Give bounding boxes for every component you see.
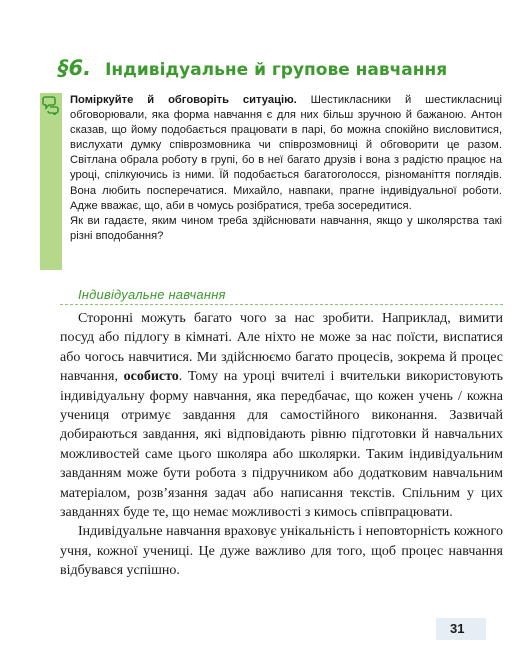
- subsection-divider: [60, 304, 503, 305]
- body-paragraph-2: Індивідуальне навчання враховує унікальність і неповторність кожного учня, кожної учениці. Це дуже важливо для того, щоб процес навчання відбувався успішно.: [60, 524, 503, 579]
- section-title: Індивідуальне й групове навчання: [105, 60, 448, 80]
- body-text: [60, 309, 503, 581]
- section-number: §6.: [58, 56, 92, 80]
- discussion-lead: Поміркуйте й обговоріть ситуацію.: [70, 94, 297, 106]
- discussion-text: Шестикласники й шестикласниці обговорювали, яка форма навчання є для них більш зручною й бажаною. Антон сказав, що йому подобається працювати в парі, бо можна спокійно висловитися, вислухати думку співрозмовника чи співрозмовниці й обговорити це разом. Світлана обрала роботу в групі, бо в неї багато друзів і вона з радістю працює на уроці, спілкуючись із ними. Їй подобається багатоголосся, різноманіття поглядів. Вона любить посперечатися. Михайло, навпаки, прагне індивідуальної роботи. Адже вважає, що, аби в чомусь розібратися, треба зосередитися.: [70, 94, 502, 212]
- discussion-block: [70, 93, 502, 244]
- discussion-paragraph: [70, 93, 502, 214]
- speech-bubbles-icon: [42, 95, 60, 115]
- subsection-title: Індивідуальне навчання: [78, 287, 226, 302]
- body-paragraph-1: [60, 309, 503, 522]
- p1-text-end: . Тому на уроці вчителі і вчительки використовують індивідуальну форму навчання, яка передбачає, що кожен учень / кожна учениця отримує завдання для самостійного виконання. Зазвичай добираються завдання, які відповідають рівню підготовки й навчальних можливостей саме цього школяра або школярки. Таким індивідуальним завданням може бути робота з підручником або додатковим навчальним матеріалом, розв’язання задач або написання текстів. Спільним у цих завданнях буде те, що немає можливості з кимось співпрацювати.: [60, 369, 503, 521]
- p1-bold-word: особисто: [123, 369, 179, 385]
- discussion-side-bar: [40, 93, 62, 270]
- p1-text-start: Сторонні можуть багато чого за нас зробити. Наприклад, вимити посуд або підлогу в кімнаті. Але ніхто не може за нас поїсти, виспатися або чогось навчитися. Ми здійснюємо багато процесів, зокрема й процес навчання,: [60, 311, 503, 385]
- discussion-question: Як ви гадаєте, яким чином треба здійснювати навчання, якщо у школярства такі різні вподобання?: [70, 214, 502, 242]
- section-heading: [58, 56, 498, 80]
- page-number: 31: [450, 621, 465, 636]
